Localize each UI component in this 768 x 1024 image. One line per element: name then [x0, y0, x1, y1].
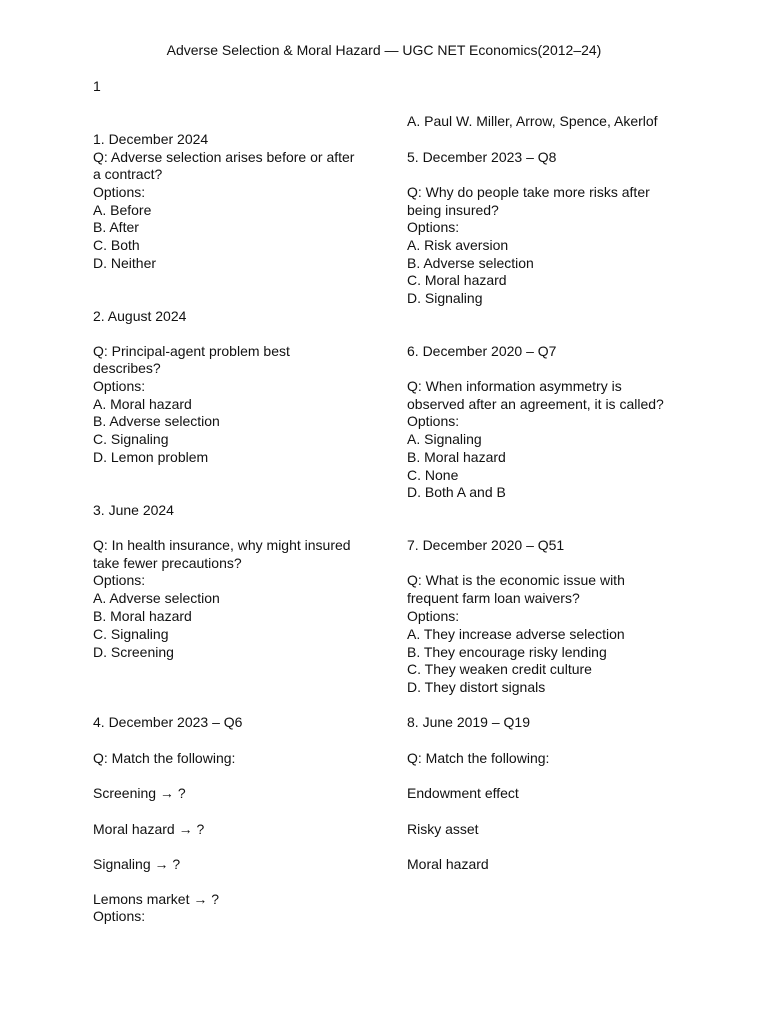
text-line: Q: Principal-agent problem best — [93, 343, 290, 359]
text-line: B. Moral hazard — [407, 449, 506, 465]
text-line: 1. December 2024 — [93, 131, 209, 147]
text-line: Endowment effect — [407, 785, 519, 801]
text-line: A. Before — [93, 202, 152, 218]
text-line: 3. June 2024 — [93, 502, 174, 518]
text-line: C. Signaling — [93, 626, 169, 642]
text-line: observed after an agreement, it is called? — [407, 396, 664, 412]
text-line: C. Moral hazard — [407, 272, 507, 288]
text-line: C. They weaken credit culture — [407, 661, 592, 677]
text-line: 4. December 2023 – Q6 — [93, 714, 243, 730]
text-line: D. They distort signals — [407, 679, 546, 695]
text-line: Lemons market → ? — [93, 891, 220, 907]
text-line: Moral hazard → ? — [93, 821, 205, 837]
text-line: Screening → ? — [93, 785, 186, 801]
text-line: Options: — [407, 219, 460, 235]
text-line: Q: What is the economic issue with — [407, 572, 625, 588]
text-line: 6. December 2020 – Q7 — [407, 343, 557, 359]
text-line: B. They encourage risky lending — [407, 644, 607, 660]
text-line: B. Adverse selection — [407, 255, 534, 271]
text-line: A. Adverse selection — [93, 590, 220, 606]
text-line: 7. December 2020 – Q51 — [407, 537, 565, 553]
text-line: Moral hazard — [407, 856, 489, 872]
text-line: A. They increase adverse selection — [407, 626, 625, 642]
text-line: 8. June 2019 – Q19 — [407, 714, 530, 730]
text-line: 5. December 2023 – Q8 — [407, 149, 557, 165]
text-line: Q: Why do people take more risks after — [407, 184, 650, 200]
text-line: being insured? — [407, 202, 499, 218]
text-line: Q: Match the following: — [407, 750, 550, 766]
text-line: B. Moral hazard — [93, 608, 192, 624]
text-line: C. None — [407, 467, 459, 483]
text-line: D. Screening — [93, 644, 174, 660]
text-line: A. Paul W. Miller, Arrow, Spence, Akerlof — [407, 113, 658, 129]
text-line: Options: — [93, 572, 146, 588]
text-line: B. Adverse selection — [93, 413, 220, 429]
text-line: Q: In health insurance, why might insured — [93, 537, 351, 553]
text-line: A. Moral hazard — [93, 396, 192, 412]
text-line: Options: — [93, 184, 146, 200]
text-line: D. Lemon problem — [93, 449, 209, 465]
text-line: A. Risk aversion — [407, 237, 509, 253]
text-line: C. Both — [93, 237, 140, 253]
text-line: D. Signaling — [407, 290, 483, 306]
text-line: Options: — [407, 413, 460, 429]
text-line: Options: — [407, 608, 460, 624]
text-line: Q: Adverse selection arises before or after — [93, 149, 355, 165]
text-line: frequent farm loan waivers? — [407, 590, 580, 606]
text-line: A. Signaling — [407, 431, 482, 447]
document-title: Adverse Selection & Moral Hazard — UGC NET Economics(2012–24) — [166, 42, 602, 58]
text-line: take fewer precautions? — [93, 555, 242, 571]
text-line: Signaling → ? — [93, 856, 181, 872]
text-line: B. After — [93, 219, 139, 235]
text-line: D. Both A and B — [407, 484, 506, 500]
text-line: 2. August 2024 — [93, 308, 187, 324]
text-line: Options: — [93, 378, 146, 394]
text-line: describes? — [93, 360, 161, 376]
text-line: Risky asset — [407, 821, 479, 837]
text-line: Options: — [93, 908, 146, 924]
text-line: Q: Match the following: — [93, 750, 236, 766]
text-line: D. Neither — [93, 255, 157, 271]
text-line: Q: When information asymmetry is — [407, 378, 622, 394]
page-number: 1 — [93, 78, 101, 94]
text-line: C. Signaling — [93, 431, 169, 447]
text-line: a contract? — [93, 166, 163, 182]
